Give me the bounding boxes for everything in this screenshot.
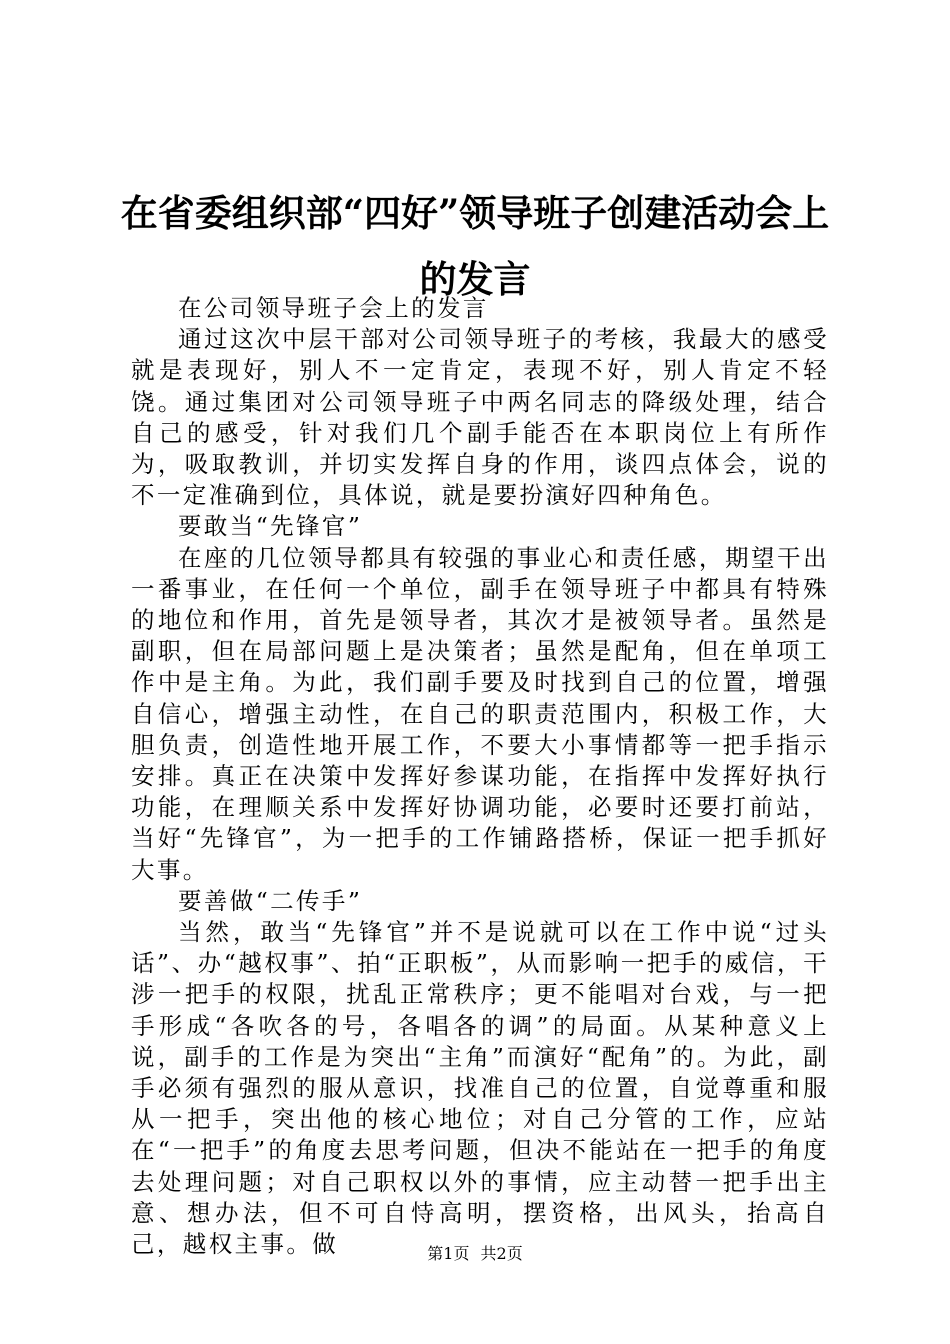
paragraph-subtitle: 在公司领导班子会上的发言 <box>178 294 489 322</box>
paragraph-intro: 通过这次中层干部对公司领导班子的考核，我最大的感受就是表现好，别人不一定肯定，表现不好，别人肯定不轻饶。通过集团对公司领导班子中两名同志的降级处理，结合自己的感受，针对我们几个副手能否在本职岗位上有所作为，吸取教训，并切实发挥自身的作用，谈四点体会，说的不一定准确到位，具体说，就是要扮演好四种角色。 <box>131 325 829 510</box>
document-title: 在省委组织部“四好”领导班子创建活动会上的发言 <box>120 191 830 301</box>
page-footer <box>0 1243 950 1265</box>
paragraph-relay: 当然，敢当“先锋官”并不是说就可以在工作中说“过头话”、办“越权事”、拍“正职板”，从而影响一把手的威信，干涉一把手的权限，扰乱正常秩序；更不能唱对台戏，与一把手形成“各吹各的号，各唱各的调”的局面。从某种意义上说，副手的工作是为突出“主角”而演好“配角”的。为此，副手必须有强烈的服从意识，找准自己的位置，自觉尊重和服从一把手，突出他的核心地位；对自己分管的工作，应站在“一把手”的角度去思考问题，但决不能站在一把手的角度去处理问题；对自己职权以外的事情，应主动替一把手出主意、想办法，但不可自恃高明，摆资格，出风头，抬高自己，越权主事。做 <box>131 918 829 1259</box>
section-heading-relay: 要善做“二传手” <box>178 886 363 915</box>
paragraph-vanguard: 在座的几位领导都具有较强的事业心和责任感，期望干出一番事业，在任何一个单位，副手在领导班子中都具有特殊的地位和作用，首先是领导者，其次才是被领导者。虽然是副职，但在局部问题上是决策者；虽然是配角，但在单项工作中是主角。为此，我们副手要及时找到自己的位置，增强自信心，增强主动性，在自己的职责范围内，积极工作，大胆负责，创造性地开展工作，不要大小事情都等一把手指示安排。真正在决策中发挥好参谋功能，在指挥中发挥好执行功能，在理顺关系中发挥好协调功能，必要时还要打前站，当好“先锋官”，为一把手的工作铺路搭桥，保证一把手抓好大事。 <box>131 543 829 884</box>
page-number: 第1页 <box>427 1244 470 1263</box>
section-heading-vanguard: 要敢当“先锋官” <box>178 512 363 541</box>
page-total: 共2页 <box>480 1244 523 1263</box>
document-body <box>131 293 829 1260</box>
